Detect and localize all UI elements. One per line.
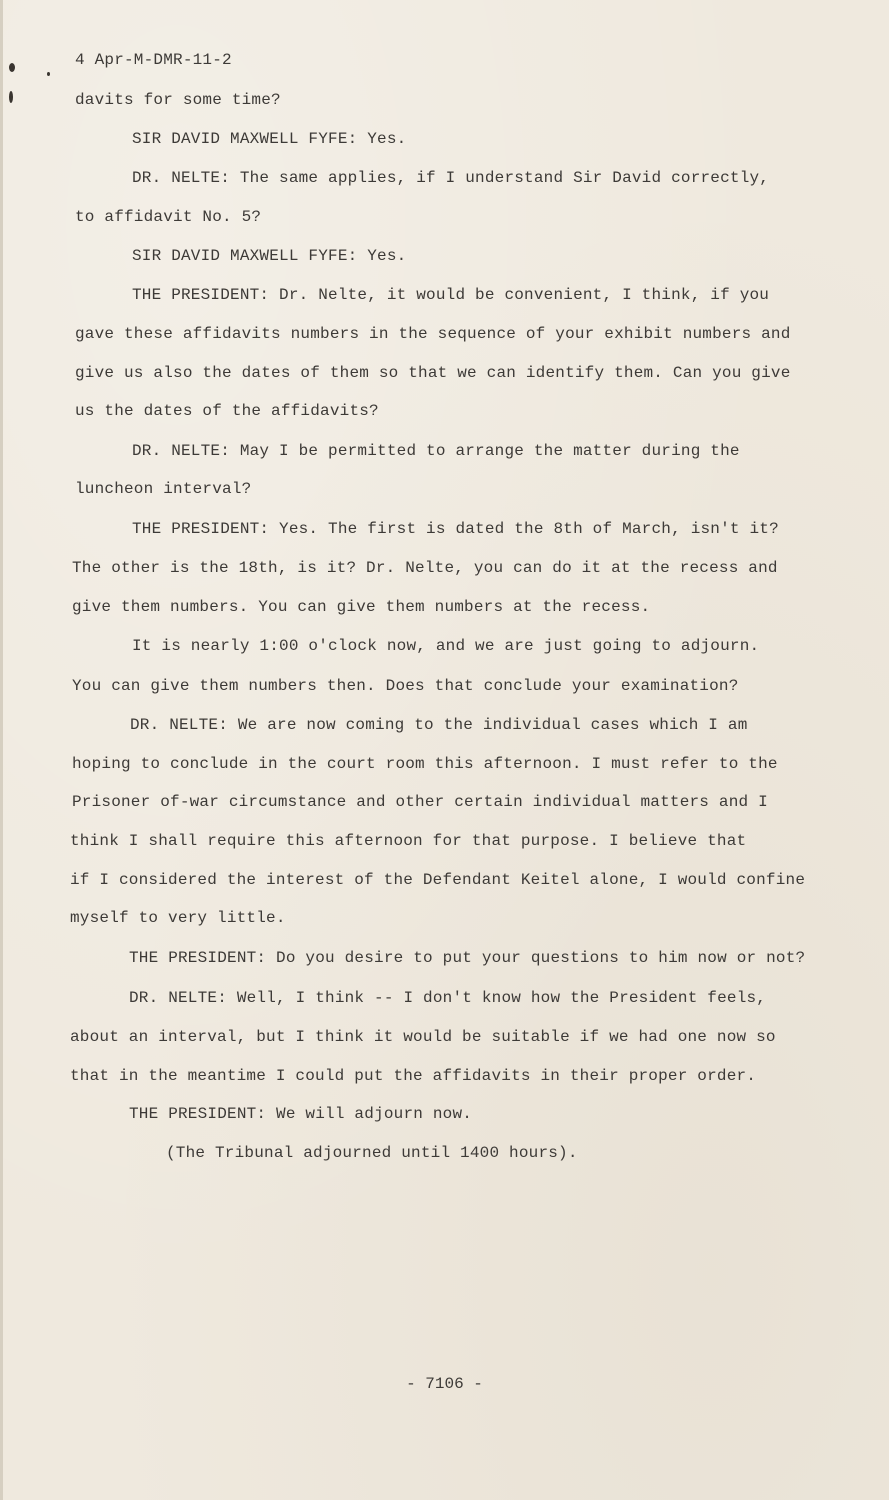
- text-line: if I considered the interest of the Defendant Keitel alone, I would confine: [70, 871, 806, 889]
- text-line: It is nearly 1:00 o'clock now, and we are just going to adjourn.: [132, 637, 760, 655]
- text-line: think I shall require this afternoon for that purpose. I believe that: [70, 832, 747, 850]
- punch-hole-mark: [47, 72, 50, 76]
- page-number: - 7106 -: [406, 1375, 483, 1393]
- text-line: DR. NELTE: We are now coming to the individual cases which I am: [130, 716, 748, 734]
- text-line: that in the meantime I could put the affidavits in their proper order.: [70, 1067, 757, 1085]
- text-line: DR. NELTE: May I be permitted to arrange the matter during the: [132, 442, 740, 460]
- text-line: Prisoner of-war circumstance and other certain individual matters and I: [72, 793, 768, 811]
- text-line: DR. NELTE: The same applies, if I understand Sir David correctly,: [132, 169, 770, 187]
- text-line: hoping to conclude in the court room this afternoon. I must refer to the: [72, 755, 778, 773]
- text-line: about an interval, but I think it would be suitable if we had one now so: [70, 1028, 776, 1046]
- text-line: THE PRESIDENT: We will adjourn now.: [129, 1105, 473, 1123]
- text-line: gave these affidavits numbers in the sequence of your exhibit numbers and: [75, 325, 791, 343]
- text-line: The other is the 18th, is it? Dr. Nelte, you can do it at the recess and: [72, 559, 778, 577]
- text-line: THE PRESIDENT: Dr. Nelte, it would be convenient, I think, if you: [132, 286, 770, 304]
- punch-hole-mark: [9, 63, 15, 72]
- text-line: give them numbers. You can give them numbers at the recess.: [72, 598, 651, 616]
- text-line: THE PRESIDENT: Do you desire to put your questions to him now or not?: [129, 949, 806, 967]
- text-line: myself to very little.: [70, 909, 286, 927]
- text-line: davits for some time?: [75, 91, 281, 109]
- text-line: to affidavit No. 5?: [75, 208, 262, 226]
- text-line: give us also the dates of them so that we can identify them. Can you give: [75, 364, 791, 382]
- text-line: You can give them numbers then. Does that conclude your examination?: [72, 677, 739, 695]
- text-line: SIR DAVID MAXWELL FYFE: Yes.: [132, 130, 407, 148]
- text-line: us the dates of the affidavits?: [75, 402, 379, 420]
- text-line: SIR DAVID MAXWELL FYFE: Yes.: [132, 247, 407, 265]
- header-reference: 4 Apr-M-DMR-11-2: [75, 51, 232, 69]
- page-edge-shadow: [0, 0, 3, 1500]
- text-line: luncheon interval?: [75, 480, 252, 498]
- text-line: THE PRESIDENT: Yes. The first is dated the 8th of March, isn't it?: [132, 520, 779, 538]
- text-line: (The Tribunal adjourned until 1400 hours).: [166, 1144, 578, 1162]
- punch-hole-mark: [9, 91, 13, 103]
- text-line: DR. NELTE: Well, I think -- I don't know how the President feels,: [129, 989, 767, 1007]
